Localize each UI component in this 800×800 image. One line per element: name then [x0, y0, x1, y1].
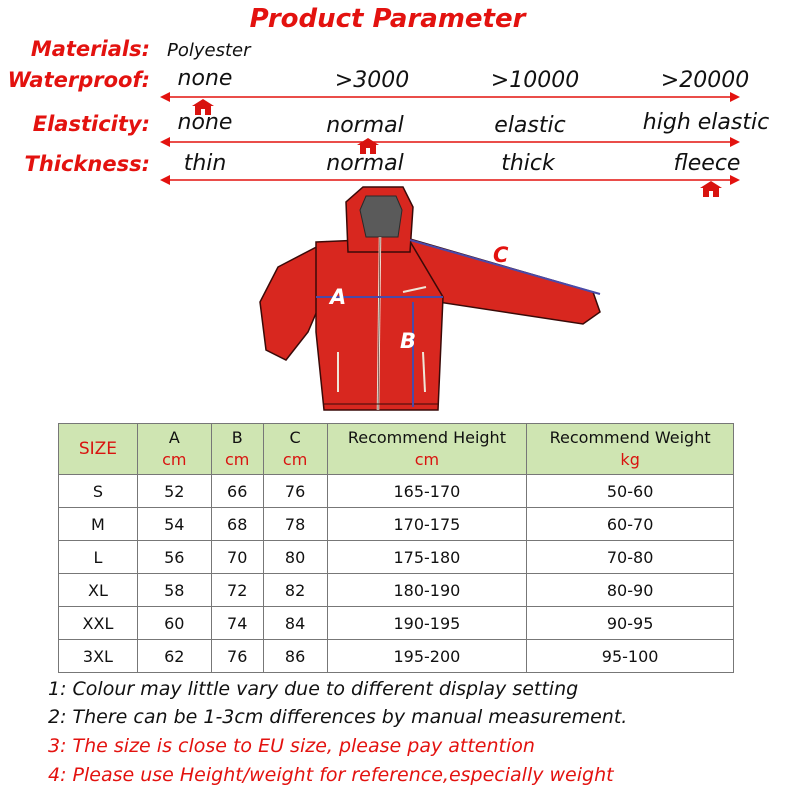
cell-c: 84 [263, 607, 327, 640]
cell-size: XXL [59, 607, 138, 640]
header-size: SIZE [59, 424, 138, 475]
cell-height: 195-200 [327, 640, 527, 673]
waterproof-level-2: >3000 [334, 68, 410, 93]
note-4: 4: Please use Height/weight for reference,especially weight [48, 764, 614, 786]
cell-size: M [59, 508, 138, 541]
cell-c: 76 [263, 475, 327, 508]
measure-label-c: C [493, 243, 509, 267]
cell-height: 180-190 [327, 574, 527, 607]
cell-b: 70 [211, 541, 263, 574]
cell-a: 62 [137, 640, 211, 673]
cell-a: 60 [137, 607, 211, 640]
note-2: 2: There can be 1-3cm differences by manual measurement. [48, 706, 628, 728]
cell-weight: 60-70 [527, 508, 734, 541]
elasticity-level-3: elastic [494, 113, 566, 138]
cell-size: 3XL [59, 640, 138, 673]
table-row [59, 640, 734, 673]
cell-c: 80 [263, 541, 327, 574]
elasticity-level-4: high elastic [642, 110, 770, 135]
materials-label: Materials: [30, 37, 150, 61]
waterproof-level-4: >20000 [660, 68, 750, 93]
cell-height: 190-195 [327, 607, 527, 640]
cell-b: 72 [211, 574, 263, 607]
cell-weight: 50-60 [527, 475, 734, 508]
cell-a: 58 [137, 574, 211, 607]
table-row [59, 607, 734, 640]
cell-c: 78 [263, 508, 327, 541]
thickness-level-1: thin [183, 151, 227, 176]
waterproof-scale [160, 90, 740, 104]
header-c: C cm [263, 424, 327, 475]
thickness-label: Thickness: [24, 152, 150, 176]
header-recommend-height: Recommend Height cm [327, 424, 527, 475]
table-row [59, 508, 734, 541]
cell-c: 86 [263, 640, 327, 673]
cell-size: XL [59, 574, 138, 607]
elasticity-label: Elasticity: [32, 112, 150, 136]
waterproof-label: Waterproof: [7, 68, 150, 92]
cell-size: L [59, 541, 138, 574]
size-table [58, 423, 734, 673]
table-header-row [59, 424, 734, 475]
cell-b: 66 [211, 475, 263, 508]
page-title: Product Parameter [249, 4, 526, 34]
table-row [59, 475, 734, 508]
cell-weight: 70-80 [527, 541, 734, 574]
cell-height: 170-175 [327, 508, 527, 541]
waterproof-level-3: >10000 [490, 68, 580, 93]
cell-height: 165-170 [327, 475, 527, 508]
header-recommend-weight: Recommend Weight kg [527, 424, 734, 475]
jacket-diagram [238, 182, 610, 418]
elasticity-level-2: normal [326, 113, 404, 138]
cell-size: S [59, 475, 138, 508]
cell-b: 68 [211, 508, 263, 541]
cell-a: 56 [137, 541, 211, 574]
materials-value: Polyester [167, 40, 251, 61]
waterproof-level-1: none [177, 66, 233, 91]
elasticity-level-1: none [177, 110, 233, 135]
cell-weight: 80-90 [527, 574, 734, 607]
cell-weight: 95-100 [527, 640, 734, 673]
elasticity-scale [160, 135, 740, 149]
thickness-marker-icon [700, 181, 722, 197]
header-a: A cm [137, 424, 211, 475]
table-row [59, 574, 734, 607]
cell-a: 54 [137, 508, 211, 541]
cell-a: 52 [137, 475, 211, 508]
note-1: 1: Colour may little vary due to different display setting [48, 678, 579, 700]
cell-b: 74 [211, 607, 263, 640]
cell-height: 175-180 [327, 541, 527, 574]
measure-label-a: A [330, 285, 347, 309]
cell-weight: 90-95 [527, 607, 734, 640]
table-row [59, 541, 734, 574]
cell-c: 82 [263, 574, 327, 607]
thickness-level-4: fleece [673, 151, 741, 176]
cell-b: 76 [211, 640, 263, 673]
thickness-level-3: thick [501, 151, 555, 176]
header-b: B cm [211, 424, 263, 475]
thickness-level-2: normal [326, 151, 404, 176]
measure-label-b: B [400, 329, 417, 353]
note-3: 3: The size is close to EU size, please pay attention [48, 735, 535, 757]
